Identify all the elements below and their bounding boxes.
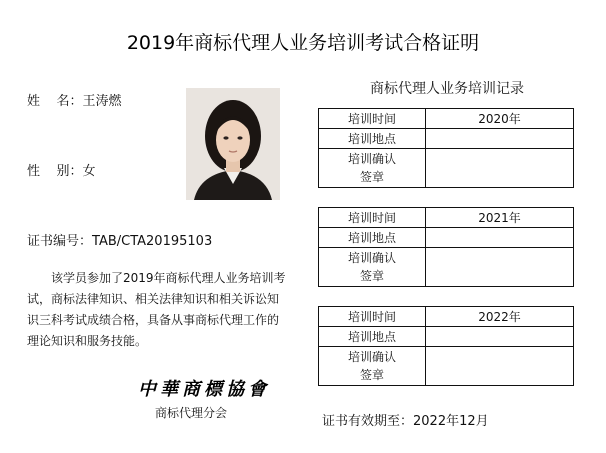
time-label: 培训时间	[319, 208, 426, 228]
record-row-place	[319, 228, 574, 248]
time-label: 培训时间	[319, 109, 426, 129]
place-label: 培训地点	[319, 129, 426, 149]
time-label: 培训时间	[319, 307, 426, 327]
validity-date: 证书有效期至：2022年12月	[322, 414, 489, 429]
record-row-place	[319, 129, 574, 149]
confirm-label-line2: 签章	[359, 269, 384, 283]
record-title: 商标代理人业务培训记录	[370, 81, 524, 97]
confirm-label-line2: 签章	[359, 170, 384, 184]
page-title: 2019年商标代理人业务培训考试合格证明	[126, 32, 480, 54]
confirm-label-line1: 培训确认	[347, 152, 396, 166]
id-photo	[186, 88, 280, 200]
year-value: 2020年	[426, 109, 574, 129]
record-row-time	[319, 208, 574, 228]
record-row-confirm	[319, 248, 574, 287]
confirm-label	[319, 149, 426, 188]
association-logo: 中華商標協會	[138, 379, 270, 400]
gender-field	[27, 160, 96, 179]
record-table-2020	[318, 108, 574, 188]
description-text: 该学员参加了2019年商标代理人业务培训考试，商标法律知识、相关法律知识和相关诉讼知识三科考试成绩合格，具备从事商标代理工作的理论知识和服务技能。	[27, 271, 286, 348]
description	[27, 268, 289, 352]
gender-value: 女	[82, 164, 96, 179]
gender-label: 性 别：	[27, 164, 83, 179]
confirm-value	[426, 149, 574, 188]
certificate-number	[27, 230, 212, 249]
name-label: 姓 名：	[27, 94, 83, 109]
name-value: 王涛燃	[82, 94, 122, 109]
record-row-time	[319, 307, 574, 327]
confirm-value	[426, 248, 574, 287]
record-row-time	[319, 109, 574, 129]
place-label: 培训地点	[319, 327, 426, 347]
portrait-image	[186, 88, 280, 200]
confirm-label	[319, 347, 426, 386]
place-label: 培训地点	[319, 228, 426, 248]
confirm-label-line1: 培训确认	[347, 350, 396, 364]
year-value: 2021年	[426, 208, 574, 228]
record-row-confirm	[319, 347, 574, 386]
certificate-number-value: TAB/CTA20195103	[92, 234, 213, 249]
record-row-confirm	[319, 149, 574, 188]
confirm-label	[319, 248, 426, 287]
record-row-place	[319, 327, 574, 347]
year-value: 2022年	[426, 307, 574, 327]
issuer-branch: 商标代理分会	[155, 406, 228, 420]
certificate-number-label: 证书编号：	[27, 234, 93, 249]
confirm-label-line1: 培训确认	[347, 251, 396, 265]
place-value	[426, 129, 574, 149]
record-table-2022	[318, 306, 574, 386]
confirm-value	[426, 347, 574, 386]
place-value	[426, 327, 574, 347]
name-field	[27, 90, 122, 109]
place-value	[426, 228, 574, 248]
confirm-label-line2: 签章	[359, 368, 384, 382]
record-table-2021	[318, 207, 574, 287]
